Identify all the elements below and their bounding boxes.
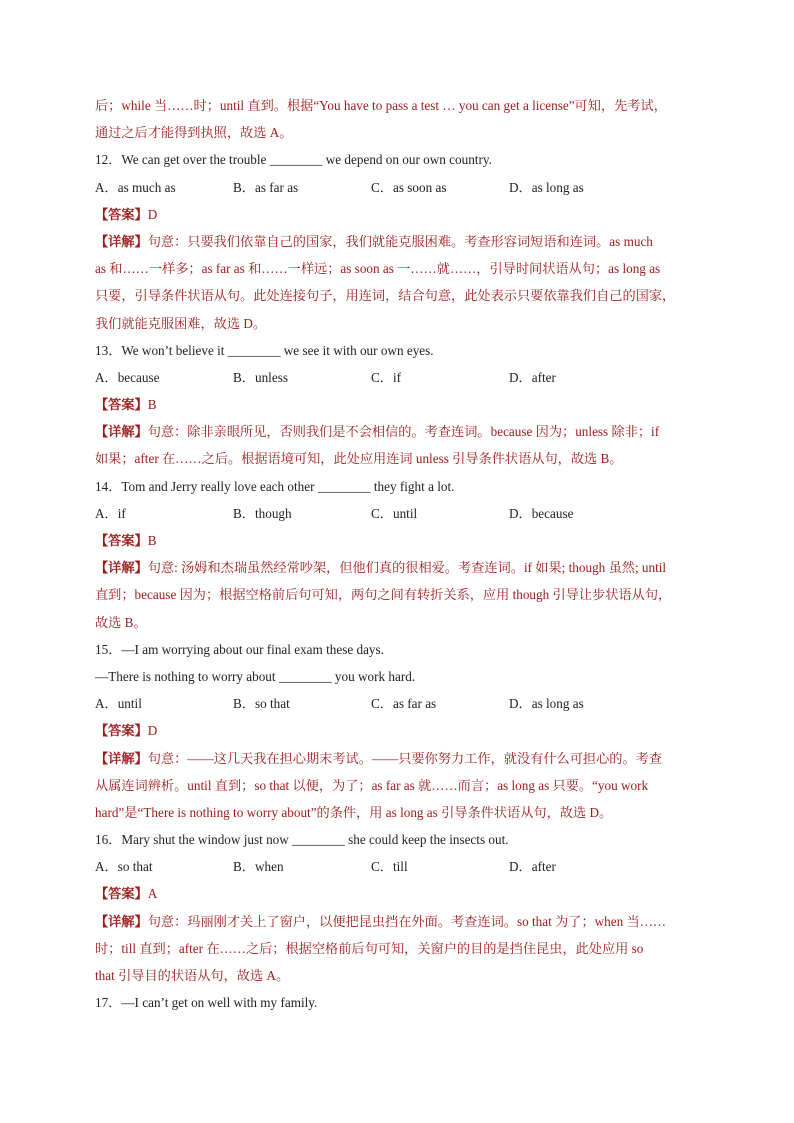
option: A．until <box>95 696 142 712</box>
explanation-label: 【详解】 <box>95 560 148 576</box>
explanation-line <box>95 228 705 255</box>
answer-options <box>95 174 705 201</box>
answer-value: D <box>147 723 158 739</box>
explanation-text: 时；till 直到；after 在……之后；根据空格前后句可知，关窗户的目的是挡住昆虫，此处应用 so <box>95 940 644 956</box>
explanation-line <box>95 745 705 772</box>
explanation-text: 后；while 当……时；until 直到。根据“You have to pass a test … you can get a license”可知，先考试， <box>95 98 667 113</box>
explanation-label: 【详解】 <box>95 913 148 929</box>
explanation-text: 句意：只要我们依靠自己的国家，我们就能克服困难。考查形容词短语和连词。as much <box>147 233 653 249</box>
explanation-line <box>95 554 705 581</box>
answer-label: 【答案】 <box>95 886 148 902</box>
explanation-label: 【详解】 <box>95 750 148 766</box>
answer-line <box>95 201 705 228</box>
explanation-text: 句意: 汤姆和杰瑞虽然经常吵架，但他们真的很相爱。考查连词。if 如果; though 虽然; until <box>147 560 667 576</box>
explanation-text: as 和……一样多；as far as 和……一样远；as soon as 一……就……，引导时间状语从句；as long as <box>95 261 661 277</box>
question-text: —There is nothing to worry about ________ you work hard. <box>95 668 416 684</box>
explanation-label: 【详解】 <box>95 233 148 249</box>
answer-line <box>95 717 705 744</box>
explanation-text: 从属连词辨析。until 直到；so that 以便，为了；as far as 就……而言；as long as 只要。“you work <box>95 777 649 793</box>
option: C．till <box>371 859 408 875</box>
option: D．after <box>509 859 556 875</box>
answer-value: B <box>147 397 157 413</box>
answer-options <box>95 364 705 391</box>
option: D．after <box>509 369 556 385</box>
answer-label: 【答案】 <box>95 206 148 222</box>
option: D．because <box>509 505 574 521</box>
explanation-line <box>95 908 705 935</box>
explanation-text: 句意：玛丽刚才关上了窗户，以便把昆虫挡在外面。考查连词。so that 为了；when 当…… <box>147 913 667 929</box>
explanation-text: 句意：——这几天我在担心期末考试。——只要你努力工作，就没有什么可担心的。考查 <box>147 750 663 766</box>
explanation-text: that 引导目的状语从句，故选 A。 <box>95 968 290 983</box>
option: A．so that <box>95 859 153 875</box>
explanation-text: hard”是“There is nothing to worry about”的条件，用 as long as 引导条件状语从句，故选 D。 <box>95 804 613 820</box>
explanation-text: 我们就能克服困难，故选 D。 <box>95 315 267 331</box>
option: A．because <box>95 369 160 385</box>
option: C．as soon as <box>371 179 447 195</box>
answer-label: 【答案】 <box>95 397 148 413</box>
question-text: 17．—I can’t get on well with my family. <box>95 995 318 1011</box>
option: C．as far as <box>371 696 437 712</box>
answer-value: D <box>147 206 158 222</box>
explanation-text: 如果；after 在……之后。根据语境可知，此处应用连词 unless 引导条件状语从句，故选 B。 <box>95 451 623 467</box>
question-text: 13．We won’t believe it ________ we see it with our own eyes. <box>95 342 434 358</box>
answer-options <box>95 690 705 717</box>
option: C．if <box>371 369 402 385</box>
answer-value: A <box>147 886 158 902</box>
option: B．so that <box>233 696 290 712</box>
option: C．until <box>371 505 418 521</box>
option: B．though <box>233 505 292 521</box>
document-page <box>95 92 705 1016</box>
question-text: 12．We can get over the trouble ________ we depend on our own country. <box>95 152 492 168</box>
option: B．as far as <box>233 179 299 195</box>
answer-line <box>95 527 705 554</box>
option: B．when <box>233 859 284 875</box>
option: D．as long as <box>509 696 584 712</box>
answer-label: 【答案】 <box>95 533 148 548</box>
question-text: 14．Tom and Jerry really love each other ________ they fight a lot. <box>95 478 455 494</box>
answer-options <box>95 853 705 880</box>
answer-line <box>95 391 705 418</box>
explanation-line <box>95 418 705 445</box>
option: B．unless <box>233 369 288 385</box>
answer-line <box>95 880 705 907</box>
answer-value: B <box>147 533 157 548</box>
answer-label: 【答案】 <box>95 723 148 739</box>
question-text: 16．Mary shut the window just now ________ she could keep the insects out. <box>95 832 509 848</box>
explanation-text: 只要，引导条件状语从句。此处连接句子，用连词，结合句意，此处表示只要依靠我们自己的国家， <box>95 288 676 304</box>
answer-options <box>95 500 705 527</box>
option: A．as much as <box>95 179 176 195</box>
explanation-text: 句意：除非亲眼所见，否则我们是不会相信的。考查连词。because 因为；unless 除非；if <box>147 424 660 440</box>
option: A．if <box>95 505 126 521</box>
explanation-text: 直到；because 因为；根据空格前后句可知，两句之间有转折关系，应用 though 引导让步状语从句， <box>95 587 672 603</box>
explanation-label: 【详解】 <box>95 424 148 440</box>
option: D．as long as <box>509 179 584 195</box>
question-text: 15．—I am worrying about our final exam these days. <box>95 641 384 657</box>
explanation-text: 通过之后才能得到执照，故选 A。 <box>95 125 293 141</box>
explanation-text: 故选 B。 <box>95 614 147 630</box>
